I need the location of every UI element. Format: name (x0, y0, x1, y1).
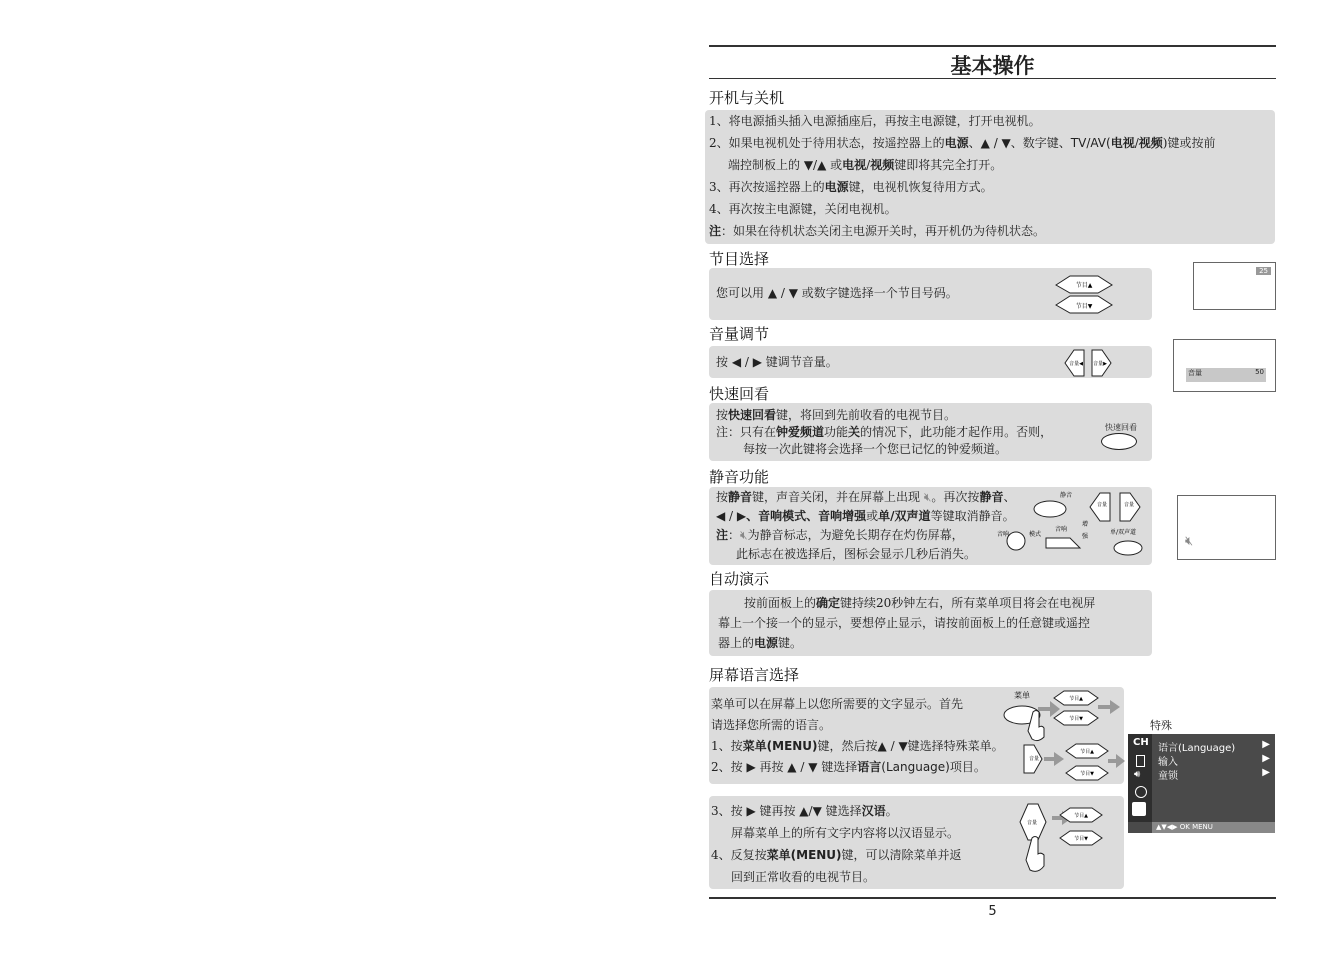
volume-right-label: 音量▶ (1093, 361, 1107, 367)
mute-line-3: 注：🔇︎为静音标志，为避免长期存在灼伤屏幕， (716, 528, 964, 542)
hand-pointer-icon (1026, 837, 1044, 872)
volume-button-label: 音量 (1026, 820, 1038, 826)
volume-bar-label: 音量 (1188, 369, 1202, 377)
volume-heading: 音量调节 (709, 325, 770, 343)
program-down-label: 节目▼ (1075, 303, 1093, 310)
mute-heading: 静音功能 (709, 468, 770, 486)
power-line-5: 4、再次按主电源键，关闭电视机。 (709, 202, 897, 216)
language-step-1: 1、按菜单(MENU)键，然后按▲ / ▼键选择特殊菜单。 (711, 739, 1004, 753)
recall-button (1101, 433, 1137, 450)
speaker-muted-icon: 🔇︎ (923, 490, 932, 504)
chevron-right-icon: ▶ (1262, 739, 1270, 750)
mute-sound-label: 音响 (997, 531, 1010, 538)
mute-mono-label: 单/双声道 (1110, 529, 1137, 536)
channel-icon: CH (1133, 737, 1149, 748)
language-step-4-detail: 回到正常收看的电视节目。 (731, 870, 876, 884)
mute-button-shape (1034, 501, 1066, 517)
language-step-3: 3、按 ▶ 键再按 ▲/▼ 键选择汉语。 (711, 804, 898, 818)
mute-mode-label: 模式 (1029, 531, 1042, 538)
volume-buttons (1062, 348, 1114, 378)
speaker-muted-icon: 🔇︎ (740, 528, 748, 542)
language-step-2: 2、按 ▶ 再按 ▲ / ▼ 键选择语言(Language)项目。 (711, 760, 986, 774)
mute-enhance-button-shape (1046, 538, 1080, 548)
page-title: 基本操作 (950, 54, 1035, 78)
battery-icon (1136, 755, 1145, 767)
volume-left-label: 音量◀ (1069, 361, 1083, 367)
program-buttons (1052, 273, 1116, 317)
language-remote-illustration-1 (998, 687, 1126, 787)
speaker-icon: 🔊︎ (1134, 769, 1141, 780)
program-screen-badge: 25 (1256, 267, 1271, 275)
menu-item-language[interactable]: 语言(Language) ▶ (1158, 739, 1270, 754)
mute-enhance-label-a: 增 (1082, 521, 1089, 528)
program-up-label: 节目▲ (1074, 813, 1088, 819)
volume-screen (1173, 339, 1276, 392)
menu-item-child-lock[interactable]: 童锁 ▶ (1158, 767, 1270, 782)
chevron-right-icon: ▶ (1262, 753, 1270, 764)
program-down-label: 节目▼ (1074, 836, 1088, 842)
menu-item-input[interactable]: 输入 ▶ (1158, 753, 1270, 768)
volume-text: 按 ◀ / ▶ 键调节音量。 (716, 355, 838, 369)
volume-button-label: 音量 (1028, 756, 1040, 762)
recall-button-label: 快速回看 (1105, 423, 1137, 432)
recall-line-3: 每按一次此键将会选择一个您已记忆的钟爱频道。 (743, 442, 1008, 456)
demo-line-2: 幕上一个接一个的显示，要想停止显示，请按前面板上的任意键或遥控 (718, 616, 1091, 630)
program-text: 您可以用 ▲ / ▼ 或数字键选择一个节目号码。 (716, 286, 958, 300)
mute-vol-right-label: 音量 (1123, 502, 1135, 508)
menu-footer: ▲▼◀▶ OK MENU (1152, 822, 1275, 833)
program-down-label: 节目▼ (1080, 771, 1094, 777)
menu-button-label: 菜单 (1014, 691, 1030, 700)
menu-side-icons (1128, 734, 1152, 822)
language-step-4: 4、反复按菜单(MENU)键，可以清除菜单并返 (711, 848, 962, 862)
speaker-muted-icon: 🔇︎ (1185, 534, 1194, 549)
mute-enhance-label-b: 强 (1082, 533, 1089, 540)
title-rule (709, 78, 1276, 79)
mute-screen (1177, 495, 1276, 560)
language-remote-illustration-2 (1012, 800, 1124, 880)
top-rule (709, 45, 1276, 47)
power-line-2: 2、如果电视机处于待用状态，按遥控器上的电源、▲ / ▼、数字键、TV/AV(电视/视频)键或按前 (709, 136, 1216, 150)
mute-sound-button-shape (1007, 532, 1025, 550)
program-up-label: 节目▲ (1075, 282, 1093, 289)
clock-icon (1135, 786, 1147, 798)
mute-vol-left-label: 音量 (1096, 502, 1108, 508)
recall-line-2: 注：只有在钟爱频道功能关的情况下，此功能才起作用。否则， (716, 425, 1053, 439)
arrow-right-icon (1038, 701, 1060, 717)
lock-icon (1132, 802, 1146, 816)
program-up-label: 节目▲ (1080, 749, 1094, 755)
program-down-label: 节目▼ (1069, 716, 1083, 722)
mute-sound2-label: 音响 (1055, 526, 1068, 533)
power-line-3: 端控制板上的 ▼/▲ 或电视/视频键即将其完全打开。 (728, 158, 1003, 172)
volume-bar-value: 50 (1255, 368, 1264, 376)
program-screen (1193, 262, 1276, 310)
power-line-1: 1、将电源插头插入电源插座后，再按主电源键，打开电视机。 (709, 114, 1041, 128)
mute-line-1: 按静音键，声音关闭，并在屏幕上出现 🔇︎。再次按静音、 (716, 490, 1016, 504)
language-heading: 屏幕语言选择 (709, 666, 800, 684)
mute-line-4: 此标志在被选择后，图标会显示几秒后消失。 (736, 547, 977, 561)
program-heading: 节目选择 (709, 250, 770, 268)
power-note: 注：如果在待机状态关闭主电源开关时，再开机仍为待机状态。 (709, 224, 1046, 238)
demo-line-1: 按前面板上的确定键持续20秒钟左右，所有菜单项目将会在电视屏 (744, 596, 1096, 610)
mute-mono-button-shape (1114, 541, 1142, 555)
page-number: 5 (988, 904, 997, 919)
program-up-label: 节目▲ (1069, 696, 1083, 702)
language-intro-2: 请选择您所需的语言。 (711, 718, 832, 732)
recall-box (709, 403, 1152, 461)
bottom-rule (709, 897, 1276, 899)
demo-box (709, 590, 1152, 656)
mute-button-label: 静音 (1059, 492, 1073, 499)
language-step-3-detail: 屏幕菜单上的所有文字内容将以汉语显示。 (731, 826, 960, 840)
menu-title: 特殊 (1150, 719, 1172, 732)
power-heading: 开机与关机 (709, 89, 785, 107)
mute-buttons (990, 488, 1150, 564)
mute-line-2: ◀ / ▶、音响模式、音响增强或单/双声道等键取消静音。 (716, 509, 1015, 523)
arrow-right-icon (1044, 752, 1064, 766)
demo-line-3: 器上的电源键。 (718, 636, 803, 650)
volume-bar (1186, 368, 1266, 382)
language-intro-1: 菜单可以在屏幕上以您所需要的文字显示。首先 (711, 697, 964, 711)
osd-menu (1128, 734, 1275, 833)
recall-line-1: 按快速回看键，将回到先前收看的电视节目。 (716, 408, 957, 422)
chevron-right-icon: ▶ (1262, 767, 1270, 778)
power-line-4: 3、再次按遥控器上的电源键，电视机恢复待用方式。 (709, 180, 993, 194)
recall-heading: 快速回看 (709, 385, 770, 403)
demo-heading: 自动演示 (709, 570, 770, 588)
arrow-right-icon (1098, 700, 1120, 714)
arrow-right-icon (1108, 754, 1125, 768)
power-box (705, 110, 1275, 244)
